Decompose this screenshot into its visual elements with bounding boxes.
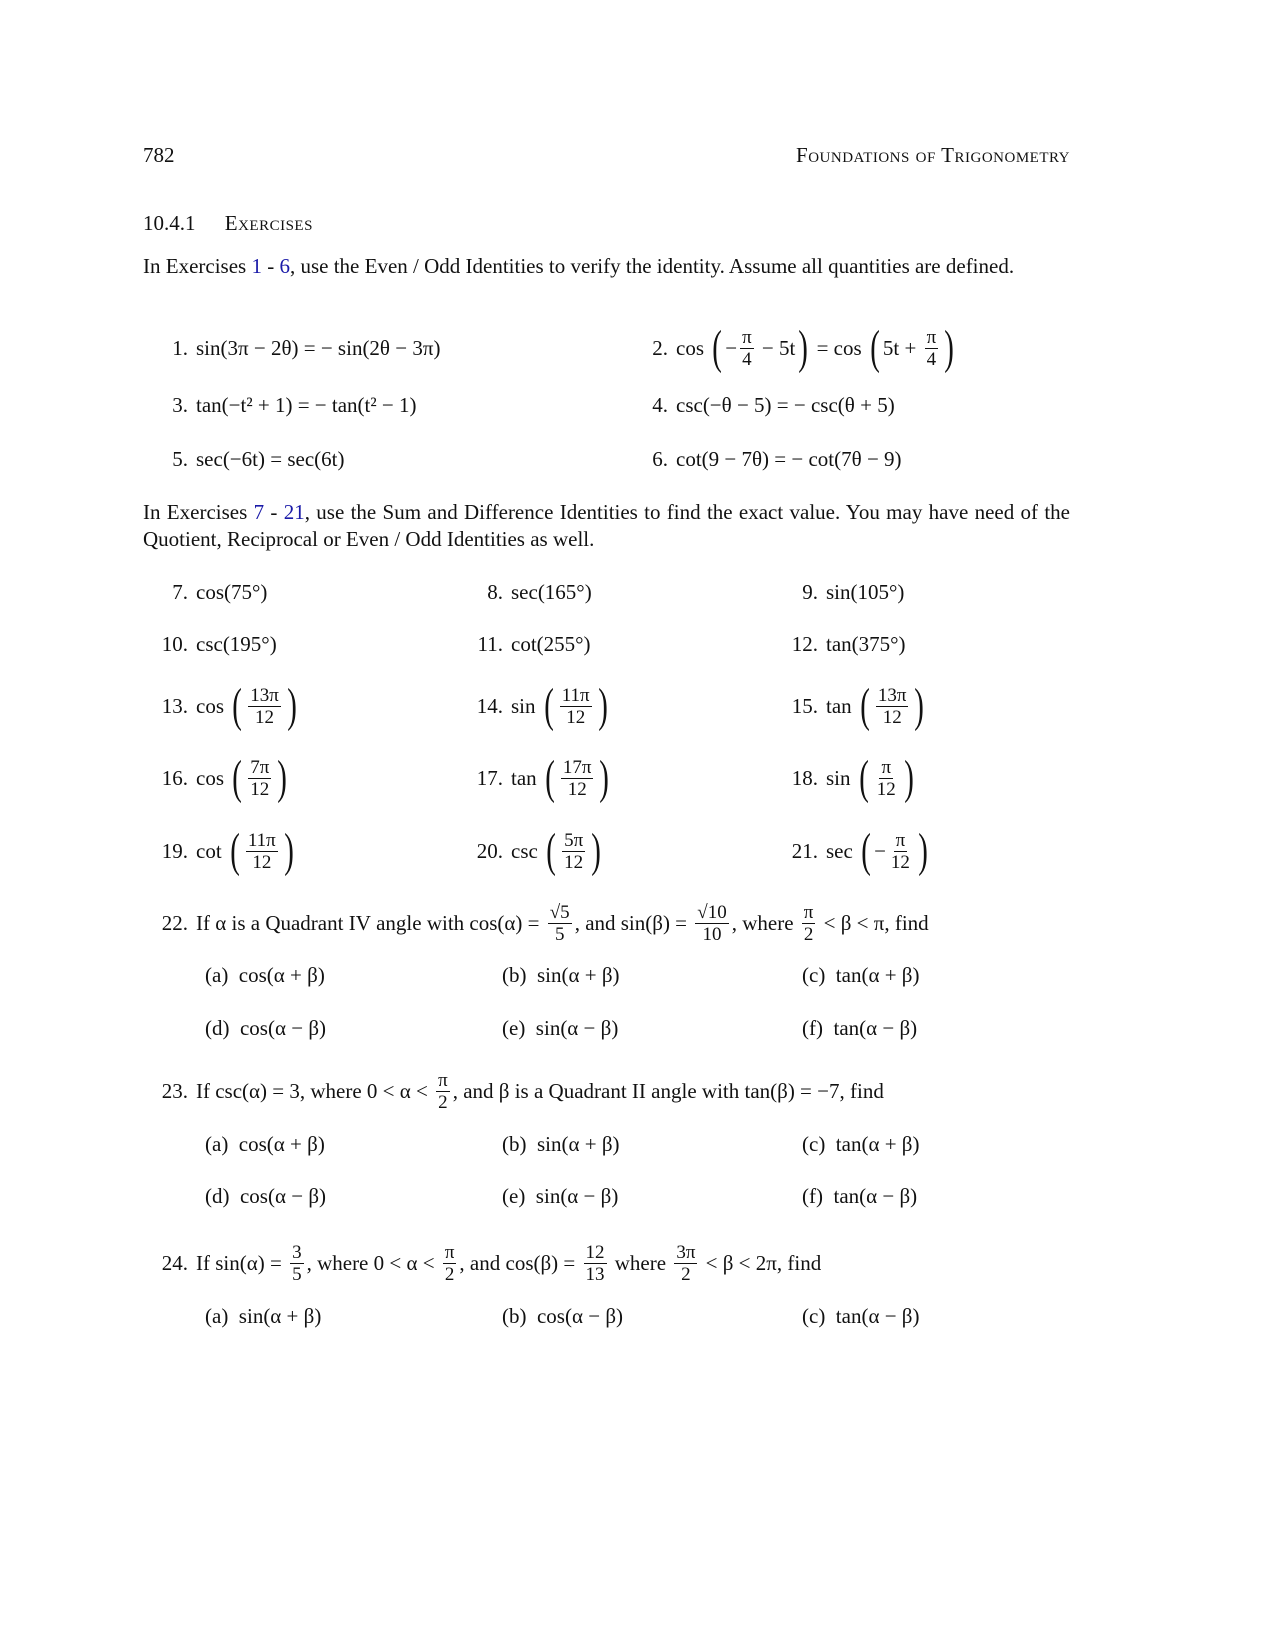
exercise-number: 21.	[791, 838, 818, 863]
section-heading	[143, 211, 313, 236]
exercise-item	[465, 681, 611, 731]
exercise-item	[465, 567, 592, 617]
denominator: 12	[252, 851, 272, 873]
math-text: < β < π, find	[818, 910, 929, 935]
math-text: If csc(α) = 3, where 0 < α <	[196, 1078, 434, 1103]
exercise-number: 11.	[477, 631, 503, 656]
denominator: 12	[250, 778, 270, 800]
problem-statement	[150, 1066, 884, 1116]
exercise-number: 12.	[791, 631, 818, 656]
math-text: cos(75°)	[196, 579, 268, 604]
exercise-number: 7.	[172, 579, 188, 604]
math-expression	[196, 751, 290, 804]
left-paren: (	[712, 321, 723, 374]
numerator: 5π	[564, 829, 584, 851]
math-text: cos	[676, 335, 710, 360]
section-number: 10.4.1	[143, 211, 196, 235]
math-text: , and cos(β) =	[459, 1250, 581, 1275]
right-paren: )	[918, 824, 928, 877]
math-expression	[676, 393, 895, 418]
math-text: tan(375°)	[826, 631, 906, 656]
fraction	[246, 830, 278, 873]
left-paren: (	[543, 679, 554, 732]
sub-question: (a) cos(α + β)	[205, 963, 325, 987]
math-expression	[676, 321, 957, 374]
problem-statement	[150, 1238, 821, 1288]
numerator: π	[444, 1241, 455, 1263]
sub-question: (c) tan(α + β)	[802, 1132, 920, 1156]
parenthesized-group	[856, 751, 917, 804]
exercise-number: 24.	[161, 1250, 188, 1275]
left-paren: (	[870, 321, 880, 374]
exercise-item	[465, 619, 591, 669]
math-text: = cos	[811, 335, 867, 360]
right-paren: )	[277, 751, 288, 804]
fraction	[674, 1242, 697, 1285]
exercise-item	[780, 567, 904, 617]
math-text: tan	[511, 765, 542, 790]
sub-question: (d) cos(α − β)	[205, 1184, 326, 1208]
math-text: sec	[826, 838, 859, 863]
parenthesized-group	[709, 321, 811, 374]
problem-statement	[150, 898, 929, 948]
running-title: Foundations of Trigonometry	[796, 143, 1070, 167]
exercise-item	[150, 434, 344, 484]
sub-question: (b) cos(α − β)	[502, 1304, 623, 1328]
math-expression	[196, 393, 417, 418]
math-expression	[873, 685, 912, 728]
exercise-number: 8.	[487, 579, 503, 604]
numerator: π	[895, 829, 906, 851]
math-text: cot	[196, 838, 227, 863]
math-expression	[196, 1242, 821, 1285]
math-expression	[511, 824, 604, 877]
numerator: √5	[549, 901, 570, 923]
exercise-number: 16.	[161, 765, 188, 790]
numerator: 7π	[250, 756, 270, 778]
right-paren: )	[944, 321, 954, 374]
denominator: 4	[926, 348, 937, 370]
exercise-number: 23.	[161, 1078, 188, 1103]
fraction	[248, 685, 281, 728]
math-text: cos	[196, 693, 230, 718]
exercise-item	[780, 681, 927, 731]
sub-question: (c) tan(α + β)	[802, 963, 920, 987]
exercise-link-1[interactable]: 1	[251, 254, 262, 278]
fraction	[802, 902, 816, 945]
math-expression	[245, 685, 284, 728]
math-expression	[196, 336, 440, 361]
sub-question: (c) tan(α − β)	[802, 1304, 920, 1328]
sub-question: (f) tan(α − β)	[802, 1016, 918, 1040]
math-text: , where 0 < α <	[306, 1250, 440, 1275]
exercise-number: 18.	[791, 765, 818, 790]
numerator: 13π	[877, 684, 907, 706]
parenthesized-group	[542, 751, 613, 804]
math-expression	[196, 580, 267, 605]
math-expression	[874, 830, 915, 873]
fraction	[548, 902, 572, 945]
math-text: −	[725, 335, 738, 360]
math-expression	[826, 632, 906, 657]
fraction	[740, 327, 754, 370]
fraction	[695, 902, 728, 945]
left-paren: (	[546, 824, 556, 877]
math-text: tan	[826, 693, 857, 718]
denominator: 10	[702, 923, 722, 945]
math-expression	[243, 830, 281, 873]
denominator: 13	[585, 1263, 605, 1285]
left-paren: (	[860, 679, 870, 732]
intro-dash: -	[261, 254, 280, 278]
math-expression	[511, 751, 612, 804]
math-text: sin(105°)	[826, 579, 905, 604]
exercise-number: 4.	[652, 392, 668, 417]
exercise-number: 5.	[172, 446, 188, 471]
denominator: 12	[890, 851, 910, 873]
math-text: < β < 2π, find	[700, 1250, 822, 1275]
exercise-number: 2.	[652, 335, 668, 360]
math-text: cot(9 − 7θ) = − cot(7θ − 9)	[676, 446, 902, 471]
numerator: π	[803, 901, 814, 923]
math-expression	[826, 679, 927, 732]
sub-question: (d) cos(α − β)	[205, 1016, 326, 1040]
intro-paragraph-1	[143, 253, 1070, 280]
fraction	[562, 830, 585, 873]
sub-question: (a) cos(α + β)	[205, 1132, 325, 1156]
math-text: cot(255°)	[511, 631, 591, 656]
right-paren: )	[903, 751, 914, 804]
right-paren: )	[914, 679, 925, 732]
parenthesized-group	[543, 824, 604, 877]
exercise-number: 6.	[652, 446, 668, 471]
denominator: 5	[554, 923, 565, 945]
math-expression	[196, 679, 300, 732]
numerator: 11π	[561, 684, 590, 706]
sub-question: (b) sin(α + β)	[502, 1132, 620, 1156]
denominator: 12	[566, 706, 586, 728]
denominator: 4	[742, 348, 752, 370]
math-text: 5t +	[882, 335, 922, 360]
math-expression	[196, 632, 277, 657]
denominator: 12	[567, 778, 587, 800]
exercise-number: 20.	[476, 838, 503, 863]
exercise-item	[465, 826, 604, 876]
math-text: sec(165°)	[511, 579, 592, 604]
numerator: 17π	[562, 756, 592, 778]
math-text: tan(−t² + 1) = − tan(t² − 1)	[196, 392, 417, 417]
math-expression	[872, 757, 901, 800]
sub-question: (b) sin(α + β)	[502, 963, 620, 987]
math-text: sec(−6t) = sec(6t)	[196, 446, 345, 471]
exercise-item	[780, 753, 917, 803]
page-number: 782	[143, 143, 175, 167]
math-expression	[883, 327, 941, 370]
math-text: −	[874, 838, 886, 863]
exercise-item	[780, 826, 931, 876]
left-paren: (	[232, 679, 243, 732]
math-text: sin	[511, 693, 541, 718]
fraction	[443, 1242, 457, 1285]
math-expression	[826, 751, 917, 804]
denominator: 12	[255, 706, 275, 728]
exercise-number: 3.	[172, 392, 188, 417]
numerator: 13π	[250, 684, 279, 706]
left-paren: (	[230, 824, 240, 877]
sub-question: (e) sin(α − β)	[502, 1184, 619, 1208]
exercise-number: 17.	[476, 765, 503, 790]
math-expression	[826, 580, 904, 605]
right-paren: )	[287, 679, 297, 732]
intro-text: , use the Even / Odd Identities to verify the identity. Assume all quantities are defined.	[289, 254, 1015, 278]
numerator: 3	[292, 1241, 302, 1263]
numerator: 11π	[247, 829, 276, 851]
sub-question: (e) sin(α − β)	[502, 1016, 619, 1040]
exercise-item	[465, 753, 612, 803]
math-expression	[826, 824, 931, 877]
fraction	[889, 830, 912, 873]
exercise-item	[150, 681, 300, 731]
exercise-item	[150, 619, 277, 669]
denominator: 2	[803, 923, 814, 945]
math-expression	[511, 632, 591, 657]
math-text: cos	[196, 765, 230, 790]
numerator: 3π	[676, 1241, 696, 1263]
exercise-item	[780, 619, 906, 669]
left-paren: (	[861, 824, 871, 877]
math-expression	[725, 327, 795, 370]
math-expression	[196, 824, 297, 877]
fraction	[290, 1242, 304, 1285]
left-paren: (	[232, 751, 243, 804]
exercise-item	[150, 323, 440, 373]
intro-text: , use the Sum and Difference Identities to find the exact value. You may have need of the Quotient, Reciprocal or Even / Odd Identities as well.	[143, 500, 1070, 551]
math-expression	[196, 902, 929, 945]
exercise-number: 13.	[161, 693, 188, 718]
denominator: 12	[564, 851, 584, 873]
exercise-item	[630, 380, 895, 430]
fraction	[875, 757, 898, 800]
right-paren: )	[599, 751, 610, 804]
math-expression	[196, 1070, 884, 1113]
exercise-item	[150, 826, 297, 876]
exercise-link-21[interactable]: 21	[283, 500, 305, 524]
exercise-link-6[interactable]: 6	[279, 254, 290, 278]
math-text: sin	[826, 765, 856, 790]
fraction	[561, 757, 594, 800]
math-text: , and β is a Quadrant II angle with tan(β) = −7, find	[452, 1078, 884, 1103]
denominator: 5	[292, 1263, 302, 1285]
math-text: − 5t	[756, 335, 796, 360]
exercise-number: 15.	[791, 693, 818, 718]
exercise-number: 19.	[161, 838, 188, 863]
right-paren: )	[798, 321, 809, 374]
intro-text: In Exercises	[143, 254, 252, 278]
denominator: 2	[438, 1091, 448, 1113]
math-text: , and sin(β) =	[574, 910, 693, 935]
exercise-item	[150, 753, 290, 803]
exercise-item	[150, 567, 267, 617]
fraction	[584, 1242, 607, 1285]
fraction	[925, 327, 939, 370]
parenthesized-group	[867, 321, 957, 374]
math-text: csc(195°)	[196, 631, 277, 656]
section-title: Exercises	[224, 211, 313, 235]
math-text: If α is a Quadrant IV angle with cos(α) =	[196, 910, 545, 935]
math-text: If sin(α) =	[196, 1250, 288, 1275]
left-paren: (	[545, 751, 555, 804]
exercise-item	[630, 323, 957, 373]
intro-paragraph-2	[143, 499, 1070, 553]
parenthesized-group	[227, 824, 297, 877]
exercise-item	[150, 380, 417, 430]
sub-question: (a) sin(α + β)	[205, 1304, 322, 1328]
numerator: 12	[585, 1241, 605, 1263]
exercise-item	[630, 434, 902, 484]
exercise-number: 10.	[161, 631, 188, 656]
right-paren: )	[597, 679, 608, 732]
exercise-number: 1.	[172, 335, 188, 360]
parenthesized-group	[229, 679, 300, 732]
denominator: 2	[444, 1263, 455, 1285]
exercise-number: 9.	[802, 579, 818, 604]
math-text: , where	[731, 910, 799, 935]
math-expression	[196, 447, 344, 472]
left-paren: (	[858, 751, 869, 804]
math-text: sin(3π − 2θ) = − sin(2θ − 3π)	[196, 335, 441, 360]
right-paren: )	[591, 824, 601, 877]
numerator: π	[438, 1069, 448, 1091]
parenthesized-group	[858, 824, 931, 877]
intro-text: In Exercises	[143, 500, 254, 524]
intro-dash: -	[264, 500, 284, 524]
numerator: π	[742, 326, 752, 348]
math-expression	[558, 757, 597, 800]
math-text: csc(−θ − 5) = − csc(θ + 5)	[676, 392, 895, 417]
math-expression	[676, 447, 902, 472]
fraction	[248, 757, 271, 800]
denominator: 12	[876, 778, 896, 800]
numerator: π	[926, 326, 937, 348]
fraction	[560, 685, 592, 728]
sub-question: (f) tan(α − β)	[802, 1184, 918, 1208]
exercise-number: 14.	[476, 693, 503, 718]
exercise-link-7[interactable]: 7	[253, 500, 265, 524]
numerator: √10	[697, 901, 727, 923]
parenthesized-group	[857, 679, 928, 732]
parenthesized-group	[229, 751, 290, 804]
parenthesized-group	[541, 679, 611, 732]
math-expression	[557, 685, 595, 728]
denominator: 12	[882, 706, 902, 728]
math-expression	[559, 830, 588, 873]
numerator: π	[881, 756, 892, 778]
math-expression	[245, 757, 274, 800]
right-paren: )	[283, 824, 294, 877]
math-expression	[511, 580, 592, 605]
math-text: csc	[511, 838, 544, 863]
fraction	[876, 685, 909, 728]
fraction	[436, 1070, 450, 1113]
denominator: 2	[681, 1263, 691, 1285]
math-expression	[511, 679, 611, 732]
math-text: where	[609, 1250, 672, 1275]
exercise-number: 22.	[161, 910, 188, 935]
